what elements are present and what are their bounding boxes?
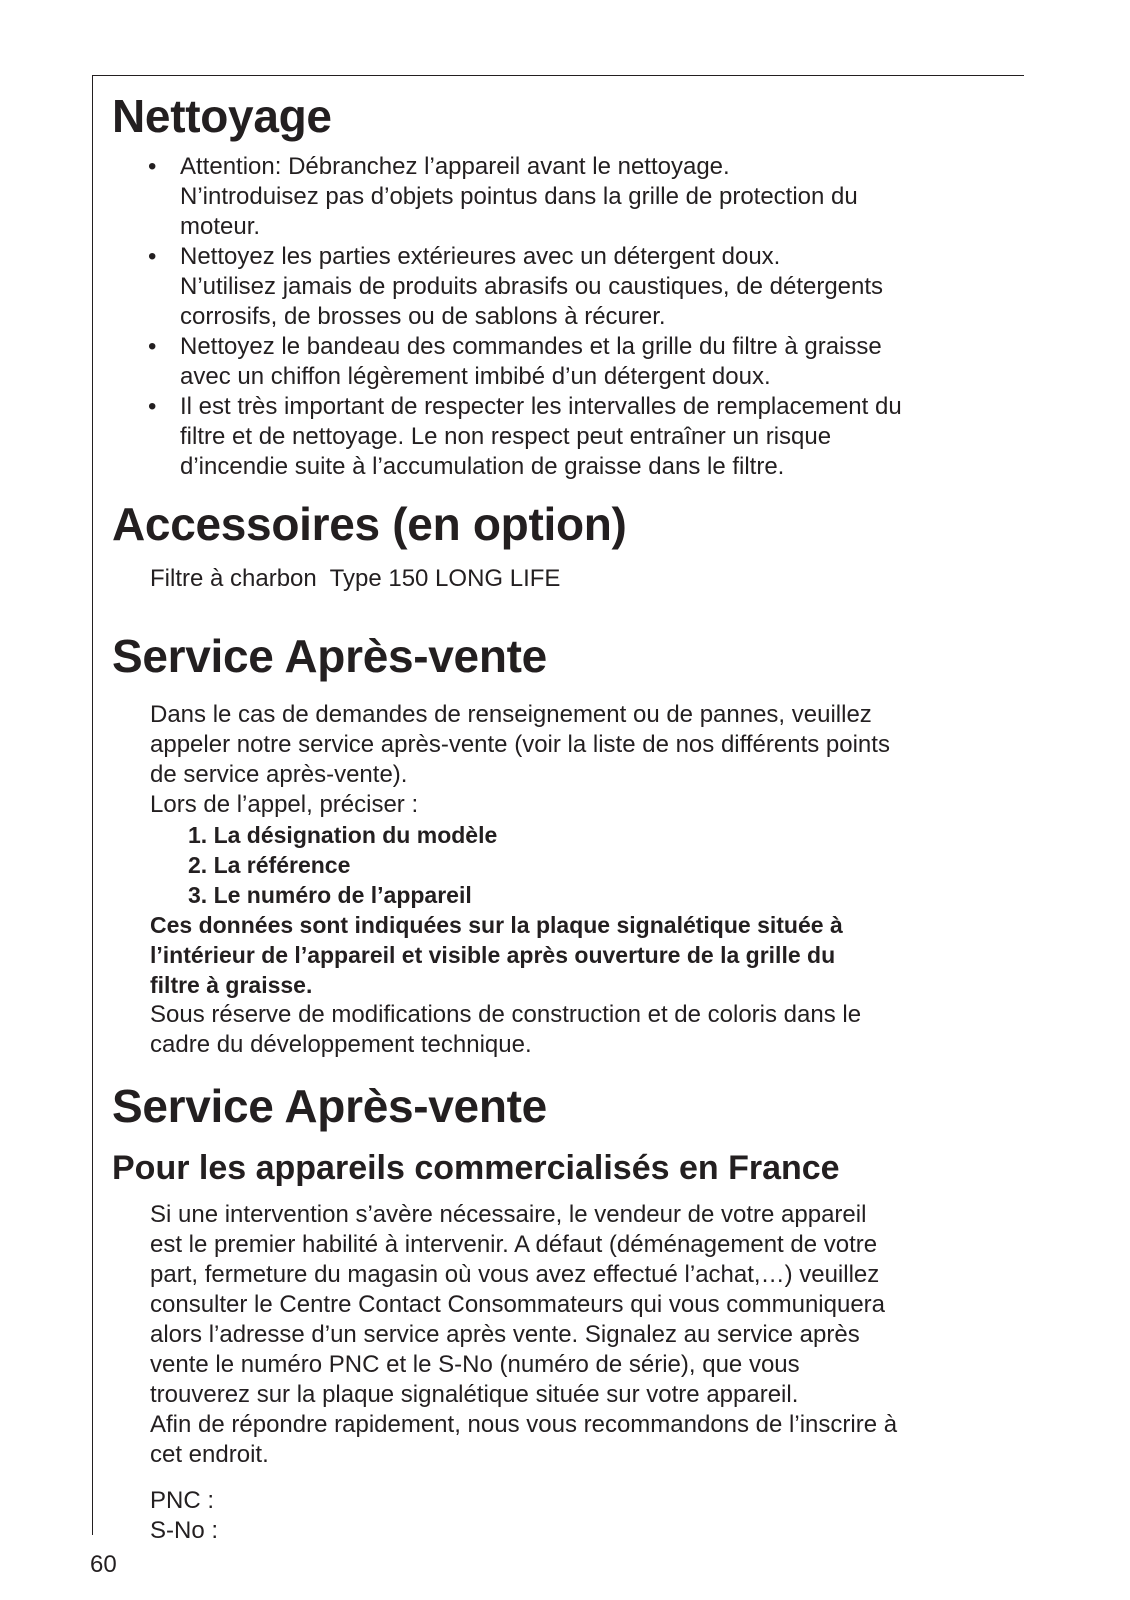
service-footer-line: Sous réserve de modifications de construction et de coloris dans le xyxy=(150,1001,862,1028)
bullet-symbol: • xyxy=(148,243,157,270)
bold-note-line: filtre à graisse. xyxy=(150,972,313,998)
bold-note-line: Ces données sont indiquées sur la plaque signalétique située à xyxy=(150,912,843,938)
top-rule xyxy=(92,75,1024,76)
list-item-line: moteur. xyxy=(180,213,261,240)
sno-label: S-No : xyxy=(150,1517,219,1544)
service-intro-line: Dans le cas de demandes de renseignement ou de pannes, veuillez xyxy=(150,701,872,728)
service-france-subtitle: Pour les appareils commercialisés en France xyxy=(112,1149,840,1187)
left-rule xyxy=(92,75,93,1535)
bullet-symbol: • xyxy=(148,393,157,420)
service-france-section xyxy=(112,1074,992,1546)
bold-note xyxy=(112,910,992,1000)
accessories-section xyxy=(112,492,992,594)
list-item-line: N’introduisez pas d’objets pointus dans la grille de protection du xyxy=(180,183,858,210)
paragraph-line: cet endroit. xyxy=(150,1441,269,1468)
service-title: Service Après-vente xyxy=(112,630,547,682)
paragraph-line: Afin de répondre rapidement, nous vous recommandons de l’inscrire à xyxy=(150,1411,898,1438)
list-item-line: Il est très important de respecter les intervalles de remplacement du xyxy=(180,393,902,420)
info-list xyxy=(112,820,992,910)
accessories-title: Accessoires (en option) xyxy=(112,498,627,550)
paragraph-line: est le premier habilité à intervenir. A défaut (déménagement de votre xyxy=(150,1231,878,1258)
list-item-line: d’incendie suite à l’accumulation de graisse dans le filtre. xyxy=(180,453,785,480)
paragraph-line: consulter le Centre Contact Consommateurs qui vous communiquera xyxy=(150,1291,886,1318)
cleaning-list xyxy=(112,152,992,482)
paragraph-line: alors l’adresse d’un service après vente. Signalez au service après xyxy=(150,1321,860,1348)
service-section xyxy=(112,624,992,1060)
list-item-line: avec un chiffon légèrement imbibé d’un détergent doux. xyxy=(180,363,771,390)
cleaning-section xyxy=(112,84,992,482)
registration-fields xyxy=(112,1486,992,1546)
service-intro-line: appeler notre service après-vente (voir la liste de nos différents points xyxy=(150,731,890,758)
paragraph-line: trouverez sur la plaque signalétique située sur votre appareil. xyxy=(150,1381,799,1408)
paragraph-line: part, fermeture du magasin où vous avez effectué l’achat,…) veuillez xyxy=(150,1261,880,1288)
page-number: 60 xyxy=(90,1551,117,1578)
bullet-symbol: • xyxy=(148,333,157,360)
paragraph-line: vente le numéro PNC et le S-No (numéro de série), que vous xyxy=(150,1351,800,1378)
cleaning-title: Nettoyage xyxy=(112,90,332,142)
bold-note-line: l’intérieur de l’appareil et visible après ouverture de la grille du xyxy=(150,942,836,968)
accessory-item: Filtre à charbon Type 150 LONG LIFE xyxy=(150,565,561,592)
list-item: 3. Le numéro de l’appareil xyxy=(188,882,472,908)
page-content xyxy=(112,84,992,1546)
service-footer xyxy=(112,1000,992,1060)
list-item-line: corrosifs, de brosses ou de sablons à récurer. xyxy=(180,303,666,330)
list-item xyxy=(112,392,992,482)
service-intro-line: Lors de l’appel, préciser : xyxy=(150,791,419,818)
paragraph-line: Si une intervention s’avère nécessaire, le vendeur de votre appareil xyxy=(150,1201,867,1228)
bullet-symbol: • xyxy=(148,153,157,180)
list-item xyxy=(112,332,992,392)
service-intro-line: de service après-vente). xyxy=(150,761,408,788)
list-item: 1. La désignation du modèle xyxy=(188,822,498,848)
service-footer-line: cadre du développement technique. xyxy=(150,1031,532,1058)
list-item-line: Attention: Débranchez l’appareil avant le nettoyage. xyxy=(180,153,730,180)
list-item: 2. La référence xyxy=(188,852,351,878)
service-france-paragraph xyxy=(112,1200,992,1470)
list-item xyxy=(112,242,992,332)
list-item-line: Nettoyez les parties extérieures avec un détergent doux. xyxy=(180,243,781,270)
list-item xyxy=(112,152,992,242)
service-france-title: Service Après-vente xyxy=(112,1080,547,1132)
service-intro xyxy=(112,700,992,820)
list-item-line: filtre et de nettoyage. Le non respect peut entraîner un risque xyxy=(180,423,832,450)
pnc-label: PNC : xyxy=(150,1487,215,1514)
list-item-line: N’utilisez jamais de produits abrasifs ou caustiques, de détergents xyxy=(180,273,884,300)
list-item-line: Nettoyez le bandeau des commandes et la grille du filtre à graisse xyxy=(180,333,882,360)
